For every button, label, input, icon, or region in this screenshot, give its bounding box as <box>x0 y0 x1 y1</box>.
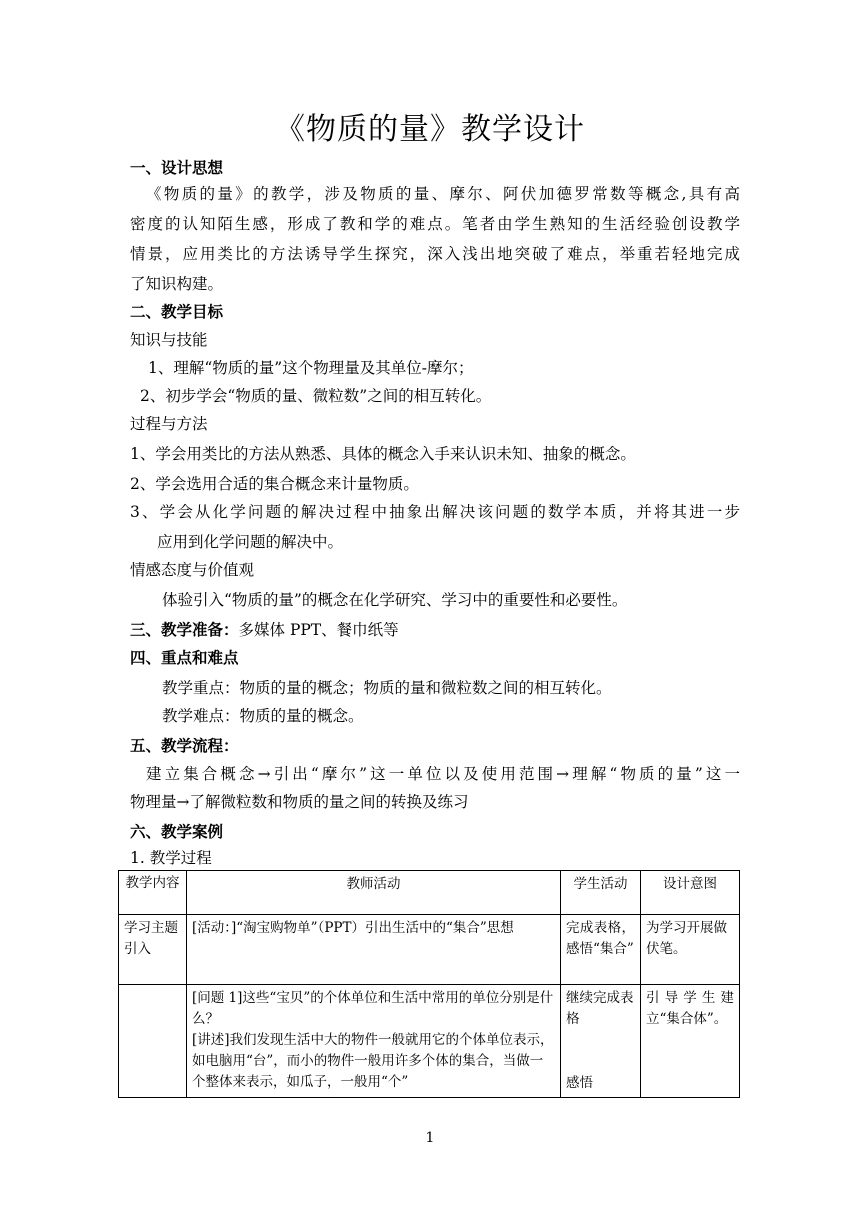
teaching-process-table <box>118 870 740 1098</box>
s2-process-2: 2、学会选用合适的集合概念来计量物质。 <box>130 475 419 493</box>
row1-student: 完成表格，感悟“集合” <box>561 915 641 985</box>
section-3-heading: 三、教学准备： <box>130 621 239 639</box>
row1-content: 学习主题引入 <box>119 915 187 985</box>
header-content: 教学内容 <box>119 871 187 915</box>
header-student: 学生活动 <box>561 871 641 915</box>
page-number: 1 <box>425 1130 435 1146</box>
section-2-heading: 二、教学目标 <box>130 303 224 321</box>
s1-line-4: 了知识构建。 <box>130 275 224 293</box>
row2-intent: 引导学生建立“集合体”。 <box>641 985 740 1098</box>
row2-content <box>119 985 187 1098</box>
s2-knowledge-1: 1、理解“物质的量”这个物理量及其单位-摩尔； <box>148 359 474 377</box>
s2-process-3b: 应用到化学问题的解决中。 <box>157 533 344 551</box>
s5-line-1: 建立集合概念→引出“摩尔”这一单位以及使用范围→理解“物质的量”这一 <box>146 765 740 783</box>
s2-attitude-1: 体验引入“物质的量”的概念在化学研究、学习中的重要性和必要性。 <box>162 591 628 609</box>
section-3 <box>130 620 740 640</box>
header-intent: 设计意图 <box>641 871 740 915</box>
document-title: 《物质的量》教学设计 <box>275 112 585 147</box>
s2-subheading-attitude: 情感态度与价值观 <box>130 561 255 579</box>
s2-subheading-knowledge: 知识与技能 <box>130 331 208 349</box>
header-teacher: 教师活动 <box>187 871 561 915</box>
s4-difficulty: 教学难点：物质的量的概念。 <box>162 707 364 725</box>
section-5-heading: 五、教学流程： <box>130 737 239 755</box>
s2-subheading-process: 过程与方法 <box>130 415 208 433</box>
s2-process-3a: 3、学会从化学问题的解决过程中抽象出解决该问题的数学本质，并将其进一步 <box>130 503 740 521</box>
s1-line-3: 情景，应用类比的方法诱导学生探究，深入浅出地突破了难点，举重若轻地完成 <box>130 245 740 263</box>
s2-process-1: 1、学会用类比的方法从熟悉、具体的概念入手来认识未知、抽象的概念。 <box>130 445 636 463</box>
row1-intent: 为学习开展做伏笔。 <box>641 915 740 985</box>
row2-teacher-narration: [讲述]我们发现生活中大的物件一般就用它的个体单位表示，如电脑用“台”，而小的物件一般用许多个体的集合，当做一个整体来表示，如瓜子，一般用“个” <box>192 1032 554 1090</box>
s4-focus: 教学重点：物质的量的概念；物质的量和微粒数之间的相互转化。 <box>162 679 612 697</box>
s1-line-2: 密度的认知陌生感，形成了教和学的难点。笔者由学生熟知的生活经验创设教学 <box>130 215 740 233</box>
table-row <box>119 915 740 985</box>
s6-subheading: 1. 教学过程 <box>130 849 212 867</box>
s1-line-1: 《物质的量》的教学，涉及物质的量、摩尔、阿伏加德罗常数等概念,具有高 <box>146 185 740 203</box>
s5-line-2: 物理量→了解微粒数和物质的量之间的转换及练习 <box>130 793 469 811</box>
table-row <box>119 985 740 1098</box>
row2-student-activity: 继续完成表格 <box>566 990 634 1027</box>
section-4-heading: 四、重点和难点 <box>130 649 239 667</box>
section-3-text: 多媒体 PPT、餐巾纸等 <box>238 621 399 639</box>
row2-student-reflect: 感悟 <box>566 1075 593 1091</box>
row1-teacher: [活动：]“淘宝购物单”（PPT）引出生活中的“集合”思想 <box>187 915 561 985</box>
section-6-heading: 六、教学案例 <box>130 823 224 841</box>
row2-student <box>561 985 641 1098</box>
row2-teacher-question: [问题 1]这些“宝贝”的个体单位和生活中常用的单位分别是什么？ <box>192 990 554 1027</box>
s2-knowledge-2: 2、初步学会“物质的量、微粒数”之间的相互转化。 <box>140 387 492 405</box>
row2-teacher <box>187 985 561 1098</box>
section-1-heading: 一、设计思想 <box>130 159 224 177</box>
